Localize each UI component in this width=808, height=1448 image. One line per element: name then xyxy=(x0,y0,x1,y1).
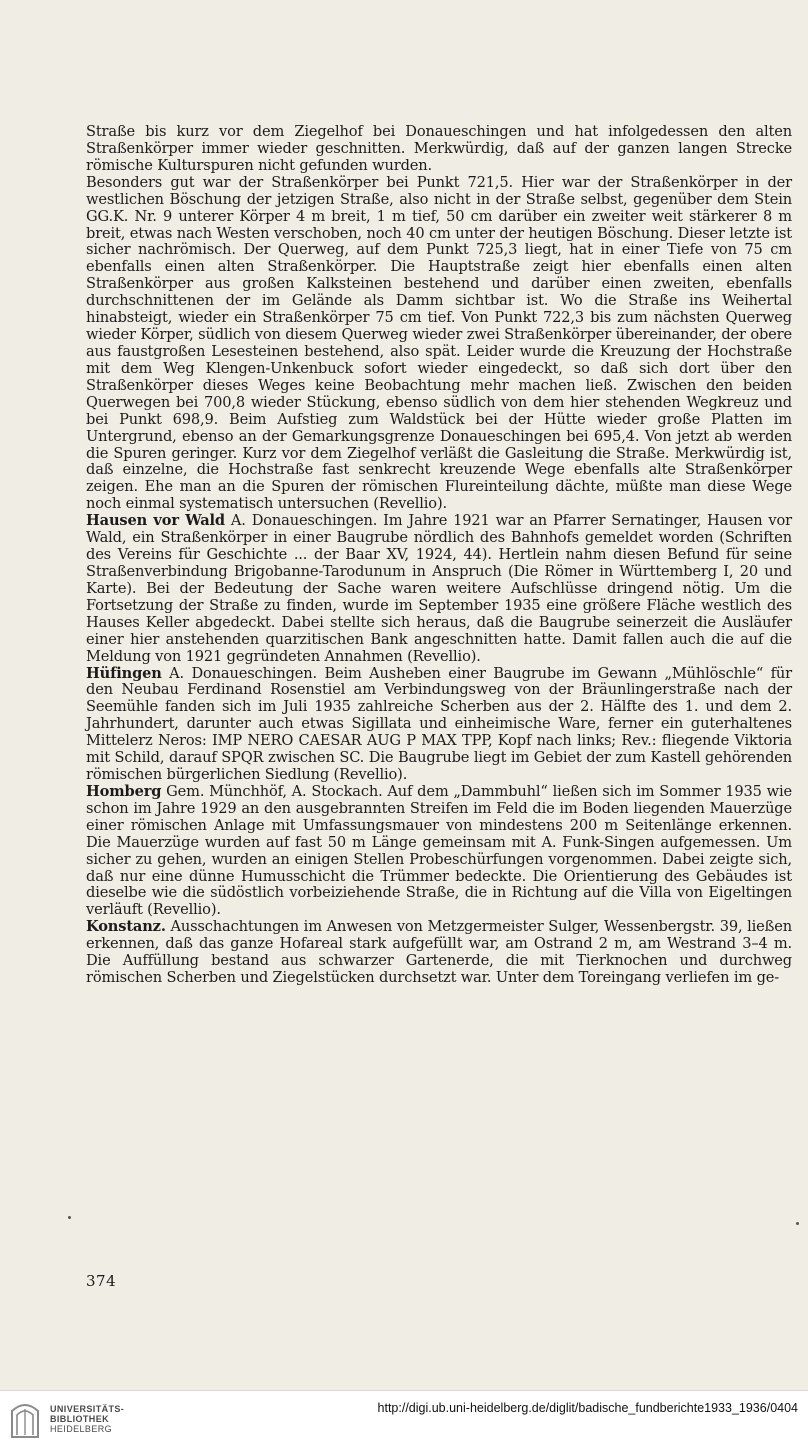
university-library-logo-icon xyxy=(8,1399,42,1439)
scan-speck xyxy=(796,1222,799,1225)
scan-speck xyxy=(68,1216,71,1219)
page-number: 374 xyxy=(86,1272,117,1290)
body-text xyxy=(86,124,792,987)
paragraph-huefingen: Hüfingen A. Donaueschingen. Beim Ausheben einer Baugrube im Gewann „Mühlöschle“ für den Neubau Ferdinand Rosenstiel am Verbindungsweg von der Bräunlingerstraße nach der Seemühle fanden sich im Juli 1935 zahlreiche Scherben aus der 2. Hälfte des 1. und dem 2. Jahrhundert, darunter auch etwas Sigillata und einheimische Ware, ferner ein guterhaltenes Mittelerz Neros: IMP NERO CAESAR AUG P MAX TPP, Kopf nach links; Rev.: fliegende Viktoria mit Schild, darauf SPQR zwischen SC. Die Baugrube liegt im Gebiet der zum Kastell gehörenden römischen bürgerlichen Siedlung (Revellio). xyxy=(86,664,792,784)
entry-heading-homberg: Homberg xyxy=(86,782,162,800)
source-url-link[interactable]: http://digi.ub.uni-heidelberg.de/diglit/badische_fundberichte1933_1936/0404 xyxy=(377,1401,798,1415)
entry-heading-huefingen: Hüfingen xyxy=(86,664,162,682)
library-name: UNIVERSITÄTS- BIBLIOTHEK HEIDELBERG xyxy=(50,1404,125,1434)
paragraph-2: Besonders gut war der Straßenkörper bei Punkt 721,5. Hier war der Straßenkörper in der westlichen Böschung der jetzigen Straße, also nicht in der Straße selbst, gegenüber dem Stein GG.K. Nr. 9 unterer Körper 4 m breit, 1 m tief, 50 cm darüber ein zweiter weit stärkerer 8 m breit, etwas nach Westen verschoben, noch 40 cm unter der heutigen Böschung. Dieser letzte ist sicher nachrömisch. Der Querweg, auf dem Punkt 725,3 liegt, hat in einer Tiefe von 75 cm ebenfalls einen alten Straßenkörper. Die Hauptstraße zeigt hier ebenfalls einen alten Straßenkörper aus großen Kalksteinen bestehend und darüber einen zweiten, ebenfalls durchschnittenen der im Gelände als Damm sichtbar ist. Wo die Straße ins Weihertal hinabsteigt, wieder ein Straßenkörper 75 cm tief. Von Punkt 722,3 bis zum nächsten Querweg wieder Körper, südlich von diesem Querweg wieder zwei Straßenkörper übereinander, der obere aus faustgroßen Lesesteinen bestehend, also spät. Leider wurde die Kreuzung der Hochstraße mit dem Weg Klengen-Unkenbuck sofort wieder eingedeckt, so daß sich dort über den Straßenkörper dieses Weges keine Beobachtung mehr machen ließ. Zwischen den beiden Querwegen bei 700,8 wieder Stückung, ebenso südlich von dem hier stehenden Wegkreuz und bei Punkt 698,9. Beim Aufstieg zum Waldstück bei der Hütte wieder große Platten im Untergrund, ebenso an der Gemarkungsgrenze Donaueschingen bei 695,4. Von jetzt ab werden die Spuren geringer. Kurz vor dem Ziegelhof verläßt die Gasleitung die Straße. Merkwürdig ist, daß einzelne, die Hochstraße fast senkrecht kreuzende Wege ebenfalls alte Straßenkörper zeigen. Ehe man an die Spuren der römischen Flureinteilung dächte, müßte man diese Wege noch einmal systematisch untersuchen (Revellio). xyxy=(86,173,792,513)
viewer-footer xyxy=(0,1390,808,1448)
paragraph-konstanz: Konstanz. Ausschachtungen im Anwesen von Metzgermeister Sulger, Wessenbergstr. 39, ließen erkennen, daß das ganze Hofareal stark aufgefüllt war, am Ostrand 2 m, am Westrand 3–4 m. Die Auffüllung bestand aus schwarzer Gartenerde, die mit Tierknochen und durchweg römischen Scherben und Ziegelstücken durchsetzt war. Unter dem Toreingang verliefen im ge- xyxy=(86,918,792,987)
paragraph-hausen: Hausen vor Wald A. Donaueschingen. Im Jahre 1921 war an Pfarrer Sernatinger, Hausen vor Wald, ein Straßenkörper in einer Baugrube nördlich des Bahnhofs gemeldet worden (Schriften des Vereins für Geschichte ... der Baar XV, 1924, 44). Hertlein nahm diesen Befund für seine Straßenverbindung Brigobanne-Tarodunum in Anspruch (Die Römer in Württemberg I, 20 und Karte). Bei der Bedeutung der Sache waren weitere Aufschlüsse dringend nötig. Um die Fortsetzung der Straße zu finden, wurde im September 1935 eine größere Fläche westlich des Hauses Keller abgedeckt. Dabei stellte sich heraus, daß die Baugrube seinerzeit die Ausläufer einer hier anstehenden quarzitischen Bank angeschnitten hatte. Damit fallen auch die auf die Meldung von 1921 gegründeten Annahmen (Revellio). xyxy=(86,512,792,665)
entry-heading-konstanz: Konstanz. xyxy=(86,918,166,936)
entry-heading-hausen: Hausen vor Wald xyxy=(86,512,225,530)
paragraph-1: Straße bis kurz vor dem Ziegelhof bei Donaueschingen und hat infolgedessen den alten Straßenkörper immer wieder geschnitten. Merkwürdig, daß auf der ganzen langen Strecke römische Kulturspuren nicht gefunden wurden. xyxy=(86,123,792,174)
paragraph-homberg: Homberg Gem. Münchhöf, A. Stockach. Auf dem „Dammbuhl“ ließen sich im Sommer 1935 wie schon im Jahre 1929 an den ausgebrannten Streifen im Feld die im Boden liegenden Mauerzüge einer römischen Anlage mit Umfassungsmauer von mindestens 200 m Seitenlänge erkennen. Die Mauerzüge wurden auf fast 50 m Länge gemeinsam mit A. Funk-Singen aufgemessen. Um sicher zu gehen, wurden an einigen Stellen Probeschürfungen vorgenommen. Dabei zeigte sich, daß nur eine dünne Humusschicht die Trümmer bedeckte. Die Orientierung des Gebäudes ist dieselbe wie die südöstlich vorbeiziehende Straße, die in Richtung auf die Villa von Eigeltingen verläuft (Revellio). xyxy=(86,782,792,919)
